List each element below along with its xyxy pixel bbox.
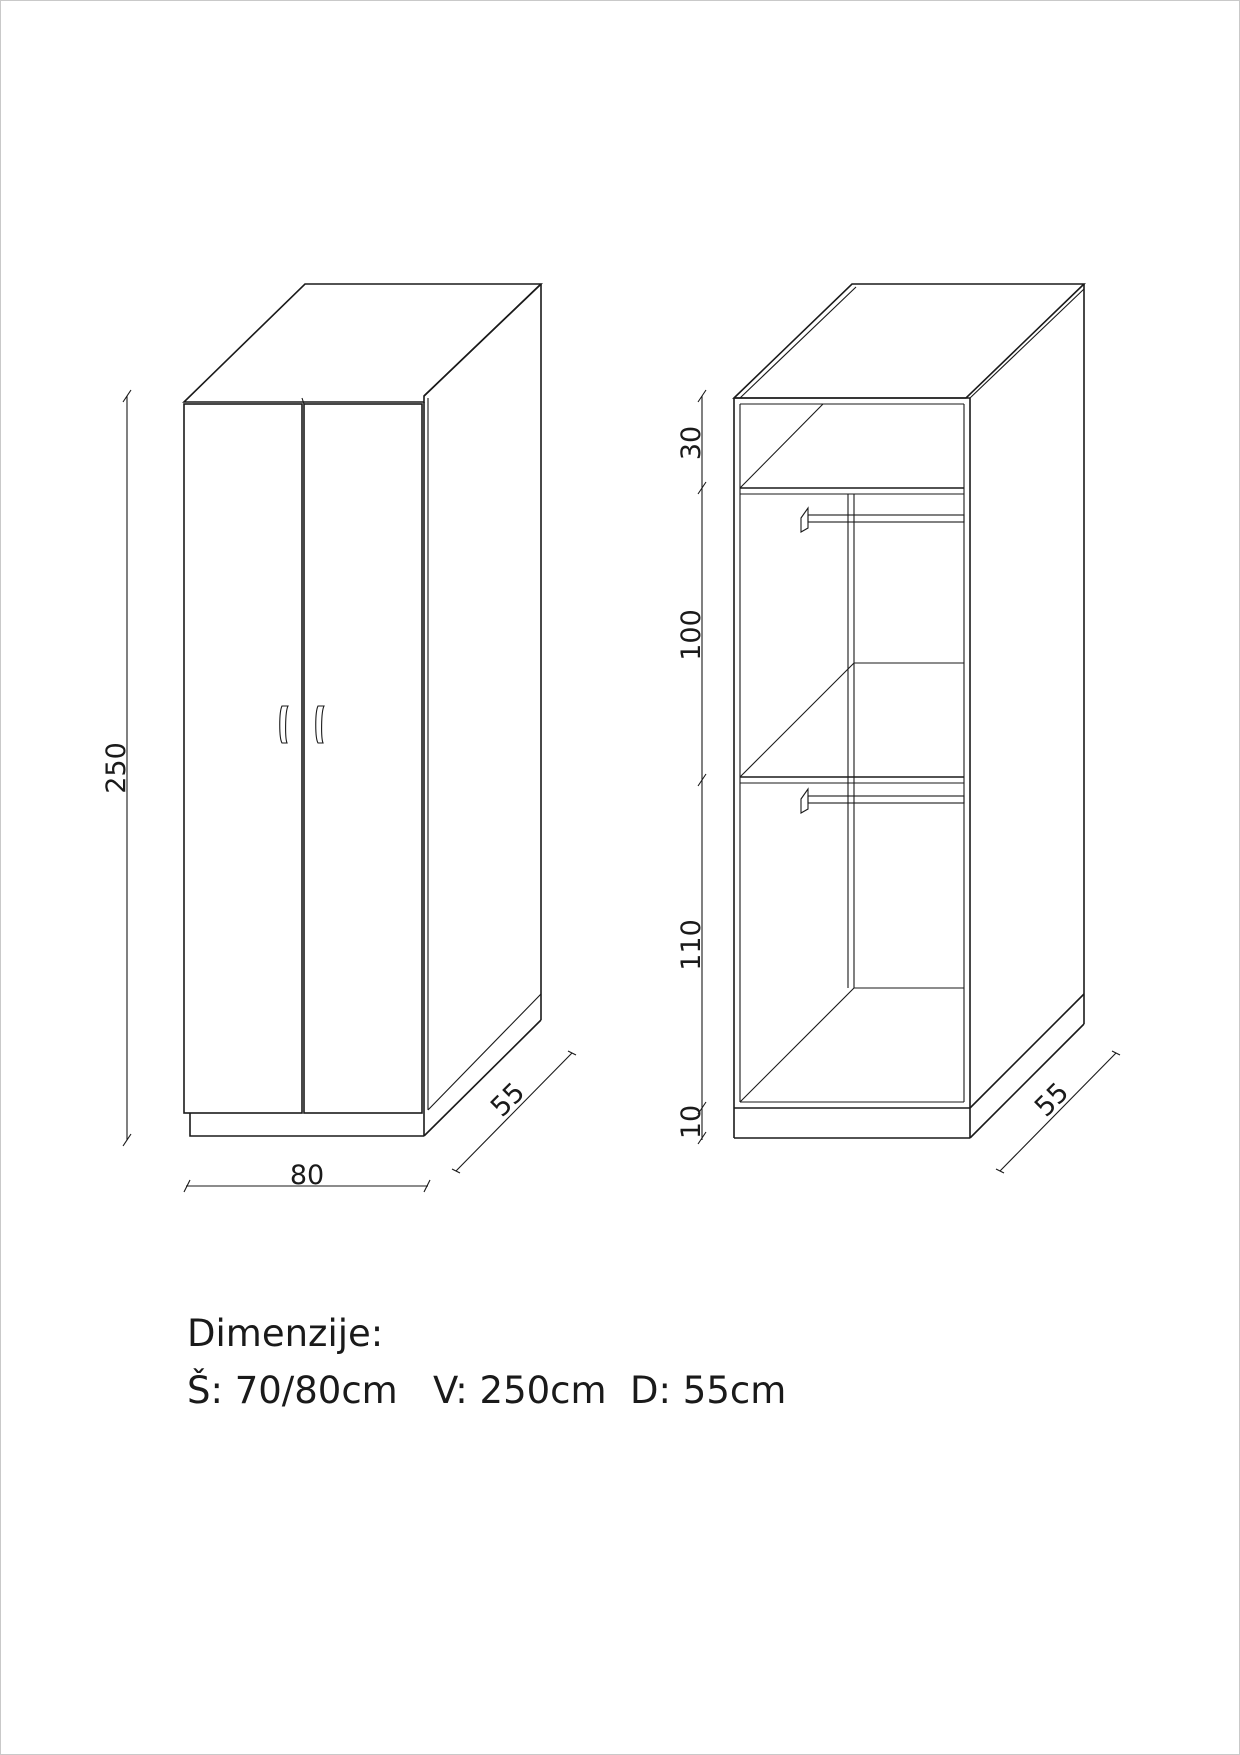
width-label: 80 [289,1160,325,1191]
dim-label-30: 30 [676,425,707,461]
dim-height-250 [101,390,132,1146]
dim-depth-55-closed [452,1051,576,1173]
depth-label-closed: 55 [484,1076,532,1124]
top-shelf [740,404,964,494]
caption-specs: Š: 70/80cm V: 250cm D: 55cm [187,1369,787,1412]
left-door [184,404,302,1113]
height-label: 250 [101,742,132,794]
door-handle-left [280,706,288,743]
closed-top-face [184,284,541,402]
dim-depth-55-open [996,1051,1120,1173]
open-top-face [734,284,1084,398]
open-wardrobe [734,284,1084,1138]
closed-wardrobe [184,284,541,1136]
closed-plinth [190,1113,424,1136]
dimensions-caption [187,1305,786,1419]
hanging-rod-lower [801,789,964,813]
right-door [304,404,422,1113]
dim-label-110: 110 [676,919,707,971]
dim-chain-open [676,390,707,1144]
middle-shelf [740,663,964,783]
door-handle-right [316,706,324,743]
dim-label-100: 100 [676,609,707,661]
dim-width-80 [184,1160,430,1192]
caption-heading: Dimenzije: [187,1312,384,1355]
depth-label-open: 55 [1028,1076,1076,1124]
hanging-rod-upper [801,508,964,532]
dim-label-10: 10 [676,1104,707,1140]
